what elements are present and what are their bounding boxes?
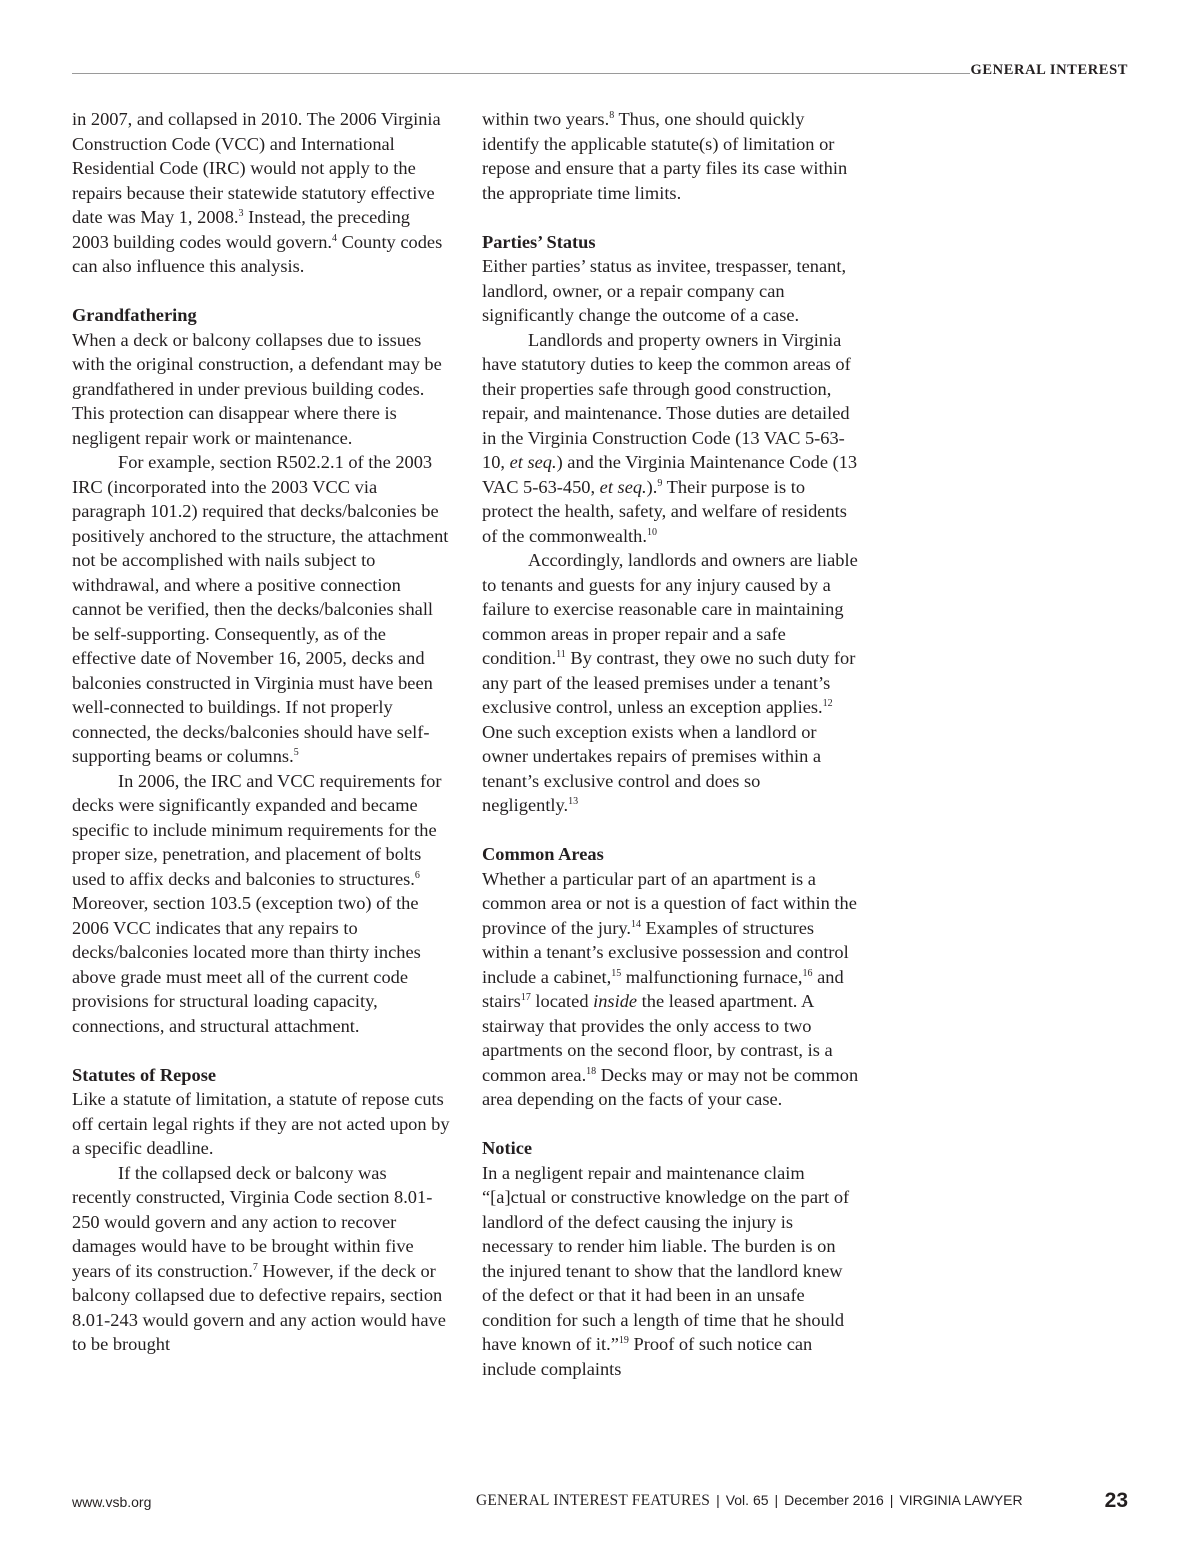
footer-section-name: GENERAL INTEREST FEATURES [476, 1492, 711, 1509]
footnote-ref[interactable]: 6 [414, 869, 420, 881]
page-number: 23 [1104, 1489, 1128, 1512]
footnote-ref[interactable]: 19 [618, 1335, 629, 1346]
paragraph: If the collapsed deck or balcony was recently constructed, Virginia Code section 8.01-250 would govern and any action to recover damages would have to be brought within five years of its construction.$^7$ However, if the deck or balcony collapsed due to defective repairs, section 8.01-243 would govern and any action would have to be brought [72, 1162, 446, 1354]
footnote-ref[interactable]: 12 [822, 698, 833, 709]
footer-publication-name: VIRGINIA LAWYER [899, 1492, 1023, 1508]
section-header-label: GENERAL INTEREST [970, 62, 1128, 78]
footnote-ref[interactable]: 18 [586, 1065, 597, 1077]
footer-separator: | [774, 1492, 779, 1508]
footnote-ref[interactable]: 16 [802, 967, 813, 979]
footnote-ref[interactable]: 13 [568, 796, 579, 807]
left-column [72, 107, 450, 1357]
paragraph: In 2006, the IRC and VCC requirements for decks were significantly expanded and became specific to include minimum requirements for the proper size, penetration, and placement of bolts used to affix decks and balconies to structures.$^6$ Moreover, section 103.5 (exception two) of the 2006 VCC indicates that any repairs to decks/balconies located more than thirty inches above grade must meet all of the current code provisions for structural loading capacity, connections, and structural attachment. [72, 770, 442, 1036]
heading-notice: Notice [482, 1138, 533, 1158]
paragraph: Like a statute of limitation, a statute of repose cuts off certain legal rights if they are not acted upon by a specific deadline. [72, 1089, 450, 1158]
footnote-ref[interactable]: 10 [646, 526, 657, 538]
footnote-ref[interactable]: 7 [252, 1261, 258, 1273]
footnote-ref[interactable]: 15 [611, 967, 622, 979]
header-rule [72, 73, 970, 74]
right-column [482, 107, 860, 1381]
footer-website-link[interactable]: www.vsb.org [72, 1494, 152, 1510]
heading-parties-status: Parties’ Status [482, 231, 596, 252]
paragraph: within two years.$^8$ Thus, one should quickly identify the applicable statute(s) of limitation or repose and ensure that a party files its case within the appropriate time limits. [482, 109, 848, 203]
paragraph-intro: in 2007, and collapsed in 2010. The 2006 Virginia Construction Code (VCC) and International Residential Code (IRC) would not apply to the repairs because their statewide statutory effective date was May 1, 2008.$^3$ Instead, the preceding 2003 building codes would govern.$^4$ County codes can also influence this analysis. [72, 109, 443, 276]
paragraph: Landlords and property owners in Virginia have statutory duties to keep the common areas of their properties safe through good construction, repair, and maintenance. Those duties are detailed in the Virginia Construction Code (13 VAC 5-63-10, et seq.) and the Virginia Maintenance Code (13 VAC 5-63-450, et seq.).$^9$ Their purpose is to protect the health, safety, and welfare of residents of the commonwealth.$^{10}$ [482, 329, 858, 546]
heading-statutes-of-repose: Statutes of Repose [72, 1064, 217, 1085]
footnote-ref[interactable]: 8 [609, 110, 615, 121]
footer-volume: Vol. 65 [725, 1492, 769, 1508]
footer-publication-info [476, 1491, 1023, 1510]
footnote-ref[interactable]: 14 [630, 918, 641, 930]
footnote-ref[interactable]: 11 [556, 649, 566, 660]
footer-separator: | [716, 1492, 720, 1508]
paragraph: Whether a particular part of an apartment is a common area or not is a question of fact within the province of the jury.$^{14}$ Examples of structures within a tenant’s exclusive possession and control include a cabinet,$^{15}$ malfunctioning furnace,$^{16}$ and stairs$^{17}$ located inside the leased apartment. A stairway that provides the only access to two apartments on the second floor, by contrast, is a common area.$^{18}$ Decks may or may not be common area depending on the facts of your case. [482, 868, 859, 1109]
paragraph: For example, section R502.2.1 of the 2003 IRC (incorporated into the 2003 VCC via paragraph 101.2) required that decks/balconies be positively anchored to the structure, the attachment not be accomplished with nails subject to withdrawal, and where a positive connection cannot be verified, then the decks/balconies shall be self-supporting. Consequently, as of the effective date of November 16, 2005, decks and balconies constructed in Virginia must have been well-connected to buildings. If not properly connected, the decks/balconies should have self-supporting beams or columns.$^5$ [72, 452, 449, 766]
paragraph: When a deck or balcony collapses due to issues with the original construction, a defendant may be grandfathered in under previous building codes. This protection can disappear where there is negligent repair work or maintenance. [72, 329, 442, 448]
footnote-ref[interactable]: 4 [332, 232, 337, 244]
footer-date: December 2016 [784, 1492, 884, 1508]
footnote-ref[interactable]: 3 [238, 208, 244, 219]
footnote-ref[interactable]: 5 [293, 747, 299, 758]
heading-grandfathering: Grandfathering [72, 305, 197, 325]
paragraph: In a negligent repair and maintenance claim “[a]ctual or constructive knowledge on the part of landlord of the defect causing the injury is necessary to render him liable. The burden is on the injured tenant to show that the landlord knew of the defect or that it had been in an unsafe condition for such a length of time that he should have known of it.”$^{19}$ Proof of such notice can include complaints [482, 1162, 850, 1379]
footnote-ref[interactable]: 17 [520, 992, 531, 1003]
paragraph: Either parties’ status as invitee, trespasser, tenant, landlord, owner, or a repair company can significantly change the outcome of a case. [482, 256, 847, 325]
footnote-ref[interactable]: 9 [657, 477, 663, 489]
footer-separator: | [889, 1492, 894, 1508]
paragraph: Accordingly, landlords and owners are liable to tenants and guests for any injury caused by a failure to exercise reasonable care in maintaining common areas in proper repair and a safe condition.$^{11}$ By contrast, they owe no such duty for any part of the leased premises under a tenant’s exclusive control, unless an exception applies.$^{12}$ One such exception exists when a landlord or owner undertakes repairs of premises within a tenant’s exclusive control and does so negligently.$^{13}$ [482, 550, 858, 815]
heading-common-areas: Common Areas [482, 844, 604, 864]
